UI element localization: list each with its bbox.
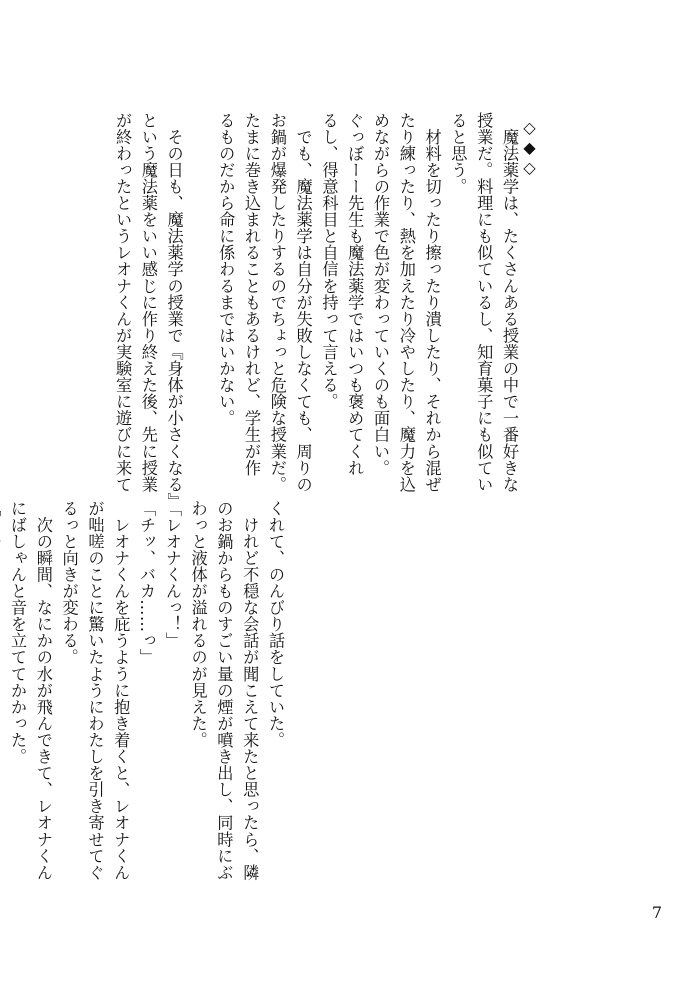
text-line: が終わったというレオナくんが実験室に遊びに来て xyxy=(113,112,133,493)
text-line: が咄嗟のことに驚いたようにわたしを引き寄せてぐ xyxy=(85,500,105,881)
text-line: レオナくんを庇うように抱き着くと、レオナくん xyxy=(111,500,131,881)
text-line: ると思う。 xyxy=(448,112,468,195)
text-line: 「チッ、バカ……っ」 xyxy=(137,500,157,666)
text-line: その日も、魔法薬学の授業で『身体が小さくなる』 xyxy=(164,112,184,510)
text-line: くれて、のんびり話をしていた。 xyxy=(266,500,285,749)
text-line: るものだから命に係わるまではいかない。 xyxy=(216,112,236,427)
text-line: るし、得意科目と自信を持って言える。 xyxy=(319,112,339,410)
blank-line xyxy=(187,112,213,492)
text-line: 「レオナくんっ！」 xyxy=(162,500,182,649)
text-line: たり練ったり、熱を加えたり冷やしたり、魔力を込 xyxy=(396,112,416,493)
text-line: 次の瞬間、なにかの水が飛んできて、レオナくん xyxy=(33,500,53,881)
text-line: にばしゃんと音を立ててかかった。 xyxy=(8,500,28,765)
text-line: 魔法薬学は、たくさんある授業の中で一番好きな xyxy=(500,112,519,493)
text-line: わっと液体が溢れるのが見えた。 xyxy=(188,500,208,749)
section-divider-ornament: ◇◆◇ xyxy=(520,118,539,178)
text-line: お鍋が爆発したりするのでちょっと危険な授業だ。 xyxy=(267,112,287,493)
text-line: のお鍋からものすごい量の煙が噴き出し、同時にぶ xyxy=(214,500,234,881)
text-line: たまに巻き込まれることもあるけれど、学生が作 xyxy=(242,112,262,477)
text-line: という魔法薬をいい感じに作り終えた後、先に授業 xyxy=(138,112,158,493)
text-line: けれど不穏な会話が聞こえて来たと思ったら、隣 xyxy=(240,500,260,881)
text-line: ぐっぼーー先生も魔法薬学ではいつも褒めてくれ xyxy=(345,112,365,477)
text-block-bottom xyxy=(0,500,288,880)
text-line: でも、魔法薬学は自分が失敗しなくても、周りの xyxy=(293,112,313,493)
text-line: めながらの作業で色が変わっていくのも面白い。 xyxy=(371,112,391,477)
page-number: 7 xyxy=(651,903,662,922)
text-block-top xyxy=(109,112,522,510)
text-line: 材料を切ったり擦ったり潰したり、それから混ぜ xyxy=(422,112,442,493)
text-line: 授業だ。料理にも似ているし、知育菓子にも似てい xyxy=(474,112,494,493)
text-line: るっと向きが変わる。 xyxy=(59,500,79,666)
